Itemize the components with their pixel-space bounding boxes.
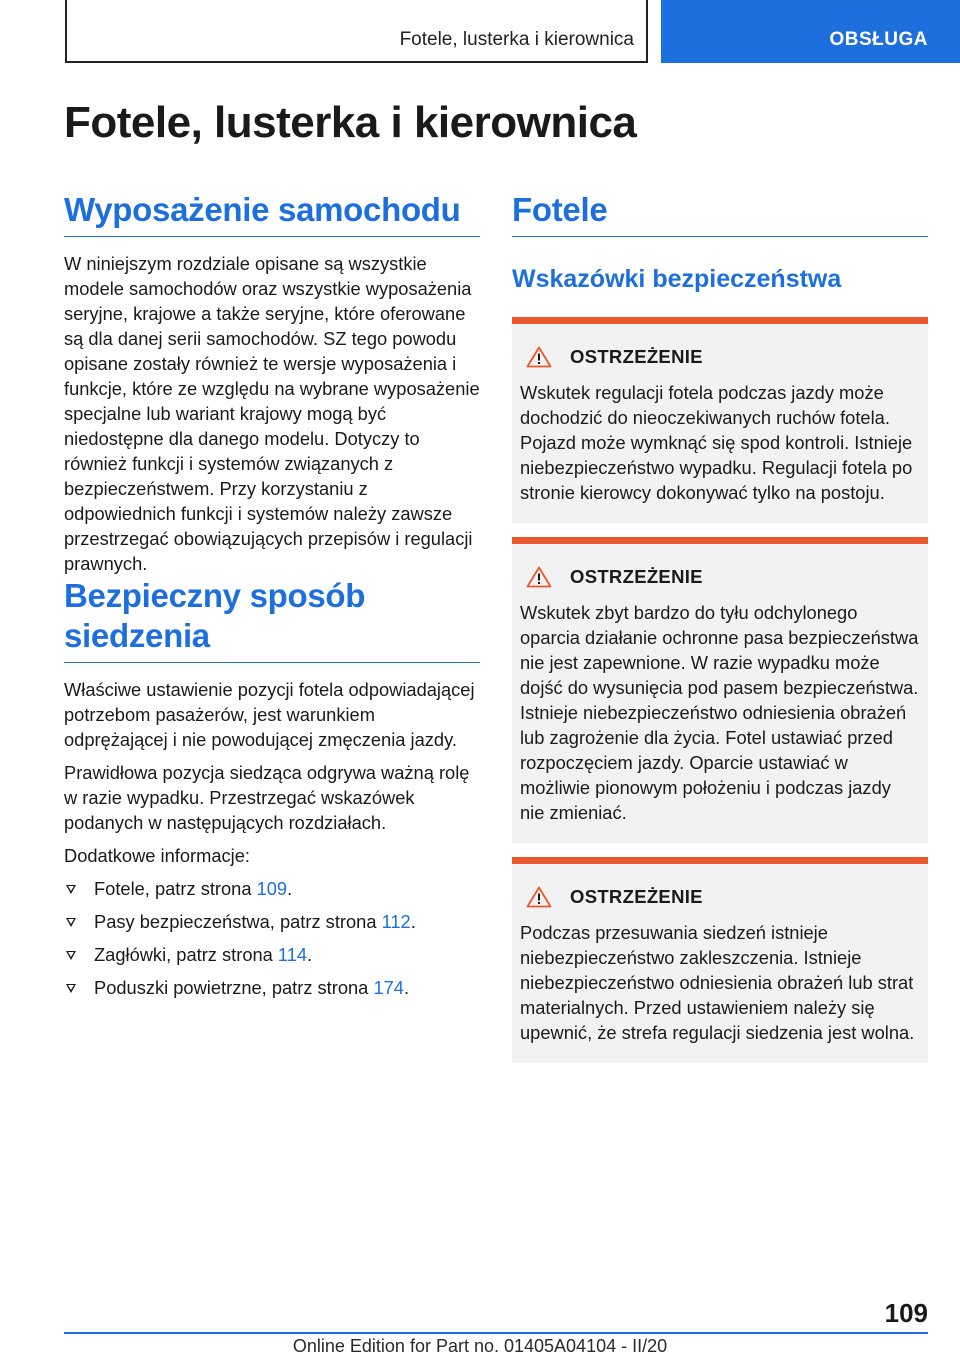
reference-item: Poduszki powietrzne, patrz strona 174. — [64, 975, 480, 1000]
page-number: 109 — [884, 1298, 928, 1328]
warning-title: OSTRZEŻENIE — [570, 346, 703, 367]
reference-list — [64, 876, 480, 1000]
warning-text: Wskutek zbyt bardzo do tyłu odchylonego oparcia działanie ochronne pasa bezpieczeństwa nie jest zapewnione. W razie wypadku może dojść do wysunięcia pod pasem bezpieczeństwa. Istnieje niebezpieczeństwo odniesienia obrażeń lub zagrożenie dla życia. Fotel ustawiać przed rozpoczęciem jazdy. Oparcie ustawiać w możliwie pionowym położeniu i podczas jazdy nie zmieniać. — [520, 602, 919, 823]
warning-title: OSTRZEŻENIE — [570, 566, 703, 587]
page-link[interactable]: 114 — [277, 944, 308, 965]
section-heading-equipment: Wyposażenie samochodu — [64, 190, 480, 237]
bullet-triangle-icon — [66, 918, 76, 927]
warnings-container — [512, 317, 928, 1063]
warning-box — [512, 537, 928, 843]
left-column — [64, 190, 480, 1000]
header-section-box — [65, 0, 648, 63]
header-section-title: Fotele, lusterka i kierownica — [399, 29, 634, 50]
warning-triangle-icon — [526, 566, 552, 588]
bullet-triangle-icon — [66, 885, 76, 894]
warning-triangle-icon — [526, 886, 552, 908]
header-chapter-tab[interactable] — [661, 0, 960, 63]
section-heading-seats: Fotele — [512, 190, 928, 237]
warning-box — [512, 857, 928, 1063]
subheading-safety-notes: Wskazówki bezpieczeństwa — [512, 265, 842, 293]
footer-divider — [64, 1332, 928, 1334]
bullet-triangle-icon — [66, 951, 76, 960]
page-link[interactable]: 109 — [256, 878, 288, 899]
section-heading-seating: Bezpieczny sposób siedzenia — [64, 576, 480, 663]
warning-triangle-icon — [526, 346, 552, 368]
seating-paragraph-1: Właściwe ustawienie pozycji fotela odpowiadającej potrzebom pasażerów, jest warunkiem odprężającej i nie powodującej zmęczenia jazdy. — [64, 679, 475, 750]
right-column — [512, 190, 928, 1063]
additional-info-label: Dodatkowe informacje: — [64, 845, 250, 866]
warning-text: Wskutek regulacji fotela podczas jazdy może dochodzić do nieoczekiwanych ruchów fotela. Pojazd może wymknąć się spod kontroli. Istnieje niebezpieczeństwo wypadku. Regulacji fotela po stronie kierowcy dokonywać tylko na postoju. — [520, 382, 913, 503]
reference-item: Fotele, patrz strona 109. — [64, 876, 480, 901]
seating-paragraph-2: Prawidłowa pozycja siedząca odgrywa ważną rolę w razie wypadku. Przestrzegać wskazówek podanych w następujących rozdziałach. — [64, 762, 470, 833]
warning-text: Podczas przesuwania siedzeń istnieje niebezpieczeństwo zakleszczenia. Istnieje niebezpieczeństwo odniesienia obrażeń lub strat materialnych. Przed ustawieniem należy się upewnić, że strefa regulacji siedzenia jest wolna. — [520, 922, 915, 1043]
warning-box — [512, 317, 928, 523]
warning-title: OSTRZEŻENIE — [570, 886, 703, 907]
reference-item: Pasy bezpieczeństwa, patrz strona 112. — [64, 909, 480, 934]
page-link[interactable]: 174 — [373, 977, 404, 998]
page-title: Fotele, lusterka i kierownica — [64, 98, 637, 147]
page-link[interactable]: 112 — [381, 911, 411, 932]
equipment-paragraph: W niniejszym rozdziale opisane są wszystkie modele samochodów oraz wszystkie wyposażenia seryjne, krajowe a także seryjne, które oferowane są dla danej serii samochodów. SZ tego powodu opisane zostały również te wersje wyposażenia i funkcje, które ze względu na wybrane wyposażenie specjalne lub wariant krajowy mogą być niedostępne dla danego modelu. Dotyczy to również funkcji i systemów związanych z bezpieczeństwem. Przy korzystaniu z odpowiednich funkcji i systemów należy zawsze przestrzegać obowiązujących przepisów i regulacji prawnych. — [64, 253, 480, 574]
footer-edition: Online Edition for Part no. 01405A04104 - II/20 — [292, 1336, 668, 1356]
header-chapter-label: OBSŁUGA — [829, 29, 928, 50]
bullet-triangle-icon — [66, 984, 76, 993]
reference-item: Zagłówki, patrz strona 114. — [64, 942, 480, 967]
